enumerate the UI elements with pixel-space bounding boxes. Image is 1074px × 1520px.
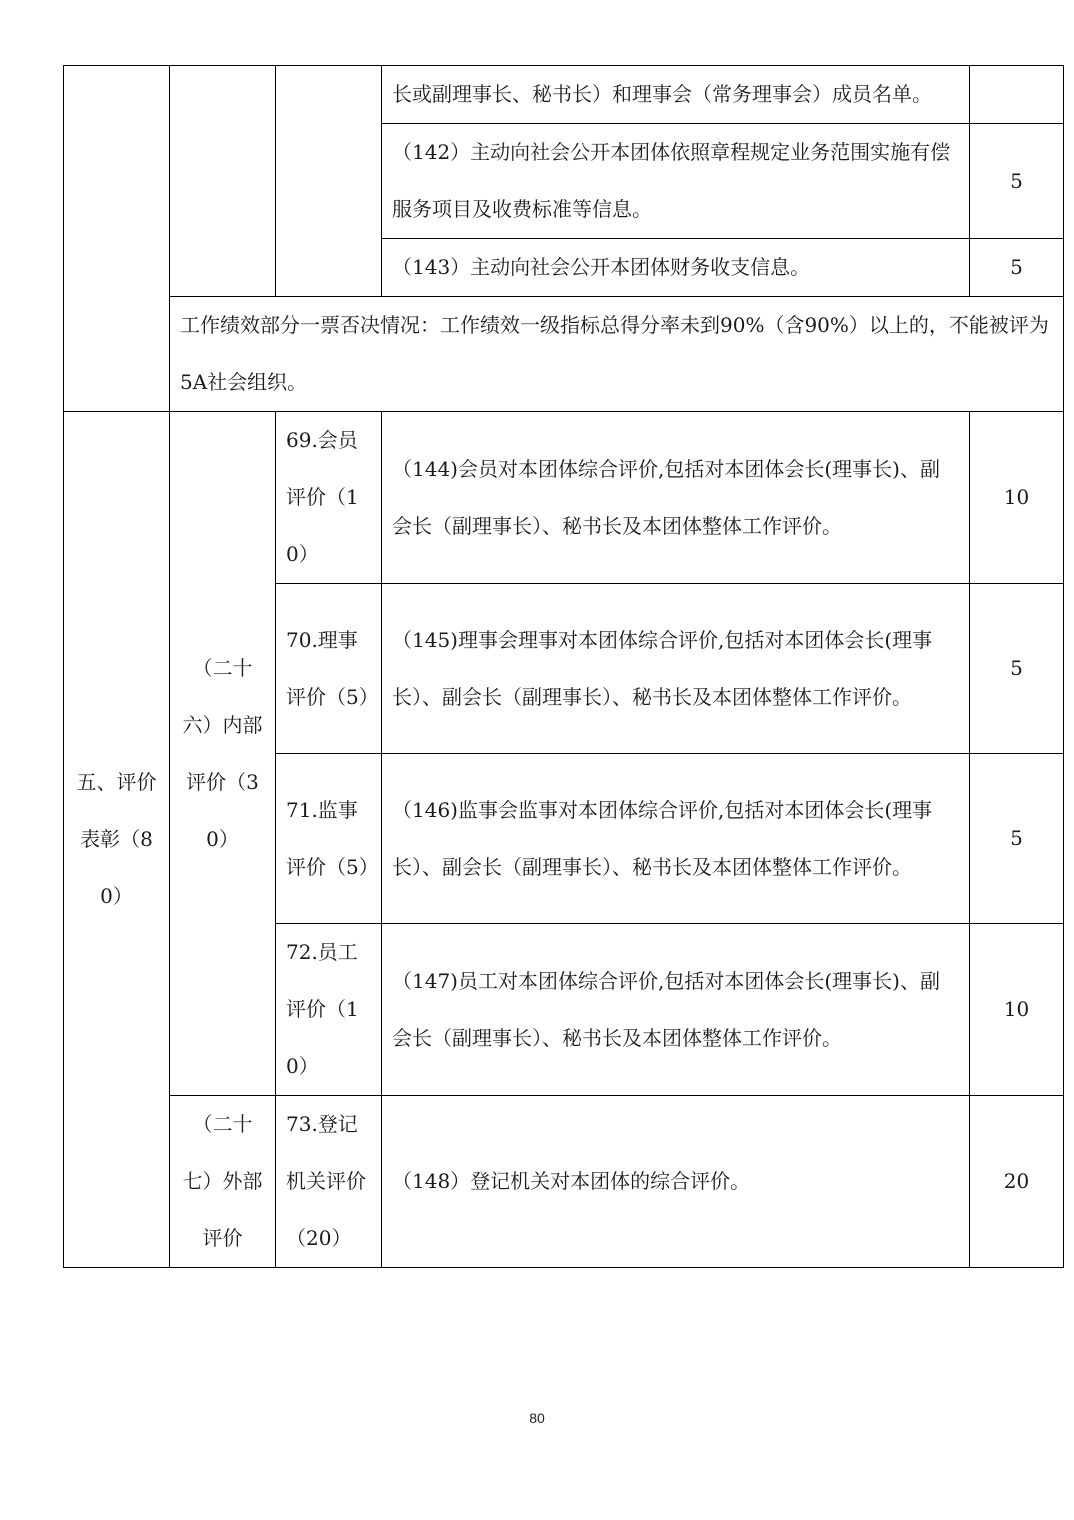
criterion-cell: （146)监事会监事对本团体综合评价,包括对本团体会长(理事长）、副会长（副理事长）、秘书长及本团体整体工作评价。	[382, 754, 970, 924]
score-cell: 5	[970, 124, 1064, 239]
criterion-cell: （144)会员对本团体综合评价,包括对本团体会长(理事长)、副会长（副理事长）、秘书长及本团体整体工作评价。	[382, 412, 970, 584]
l3-indicator-cell: 71.监事评价（5）	[276, 754, 382, 924]
criterion-cell: 长或副理事长、秘书长）和理事会（常务理事会）成员名单。	[382, 66, 970, 124]
l3-indicator-cell: 70.理事评价（5）	[276, 584, 382, 754]
l2-cell-empty	[170, 66, 276, 297]
score-cell	[970, 66, 1064, 124]
internal-eval-cell: （二十六）内部评价（30）	[170, 412, 276, 1096]
score-cell: 10	[970, 412, 1064, 584]
l3-indicator-cell: 69.会员评价（10）	[276, 412, 382, 584]
criterion-cell: （145)理事会理事对本团体综合评价,包括对本团体会长(理事长）、副会长（副理事长）、秘书长及本团体整体工作评价。	[382, 584, 970, 754]
section-title-cell: 五、评价表彰（80）	[64, 412, 170, 1268]
table-row	[64, 66, 1064, 124]
criterion-cell: （148）登记机关对本团体的综合评价。	[382, 1096, 970, 1268]
criterion-cell: （142）主动向社会公开本团体依照章程规定业务范围实施有偿服务项目及收费标准等信息。	[382, 124, 970, 239]
page-number: 80	[529, 1410, 545, 1426]
table-row	[64, 297, 1064, 412]
score-cell: 5	[970, 239, 1064, 297]
veto-note: 工作绩效部分一票否决情况：工作绩效一级指标总得分率未到90%（含90%）以上的，不能被评为5A社会组织。	[170, 297, 1064, 412]
score-cell: 10	[970, 924, 1064, 1096]
table-row	[64, 412, 1064, 584]
l1-cell-empty	[64, 66, 170, 412]
criterion-cell: （147)员工对本团体综合评价,包括对本团体会长(理事长)、副会长（副理事长）、秘书长及本团体整体工作评价。	[382, 924, 970, 1096]
l3-indicator-cell: 72.员工评价（10）	[276, 924, 382, 1096]
score-cell: 5	[970, 754, 1064, 924]
score-cell: 20	[970, 1096, 1064, 1268]
criterion-cell: （143）主动向社会公开本团体财务收支信息。	[382, 239, 970, 297]
external-eval-cell: （二十七）外部评价	[170, 1096, 276, 1268]
l3-cell-empty	[276, 66, 382, 297]
evaluation-table	[63, 65, 1064, 1268]
table-row	[64, 1096, 1064, 1268]
score-cell: 5	[970, 584, 1064, 754]
l3-indicator-cell: 73.登记机关评价（20）	[276, 1096, 382, 1268]
